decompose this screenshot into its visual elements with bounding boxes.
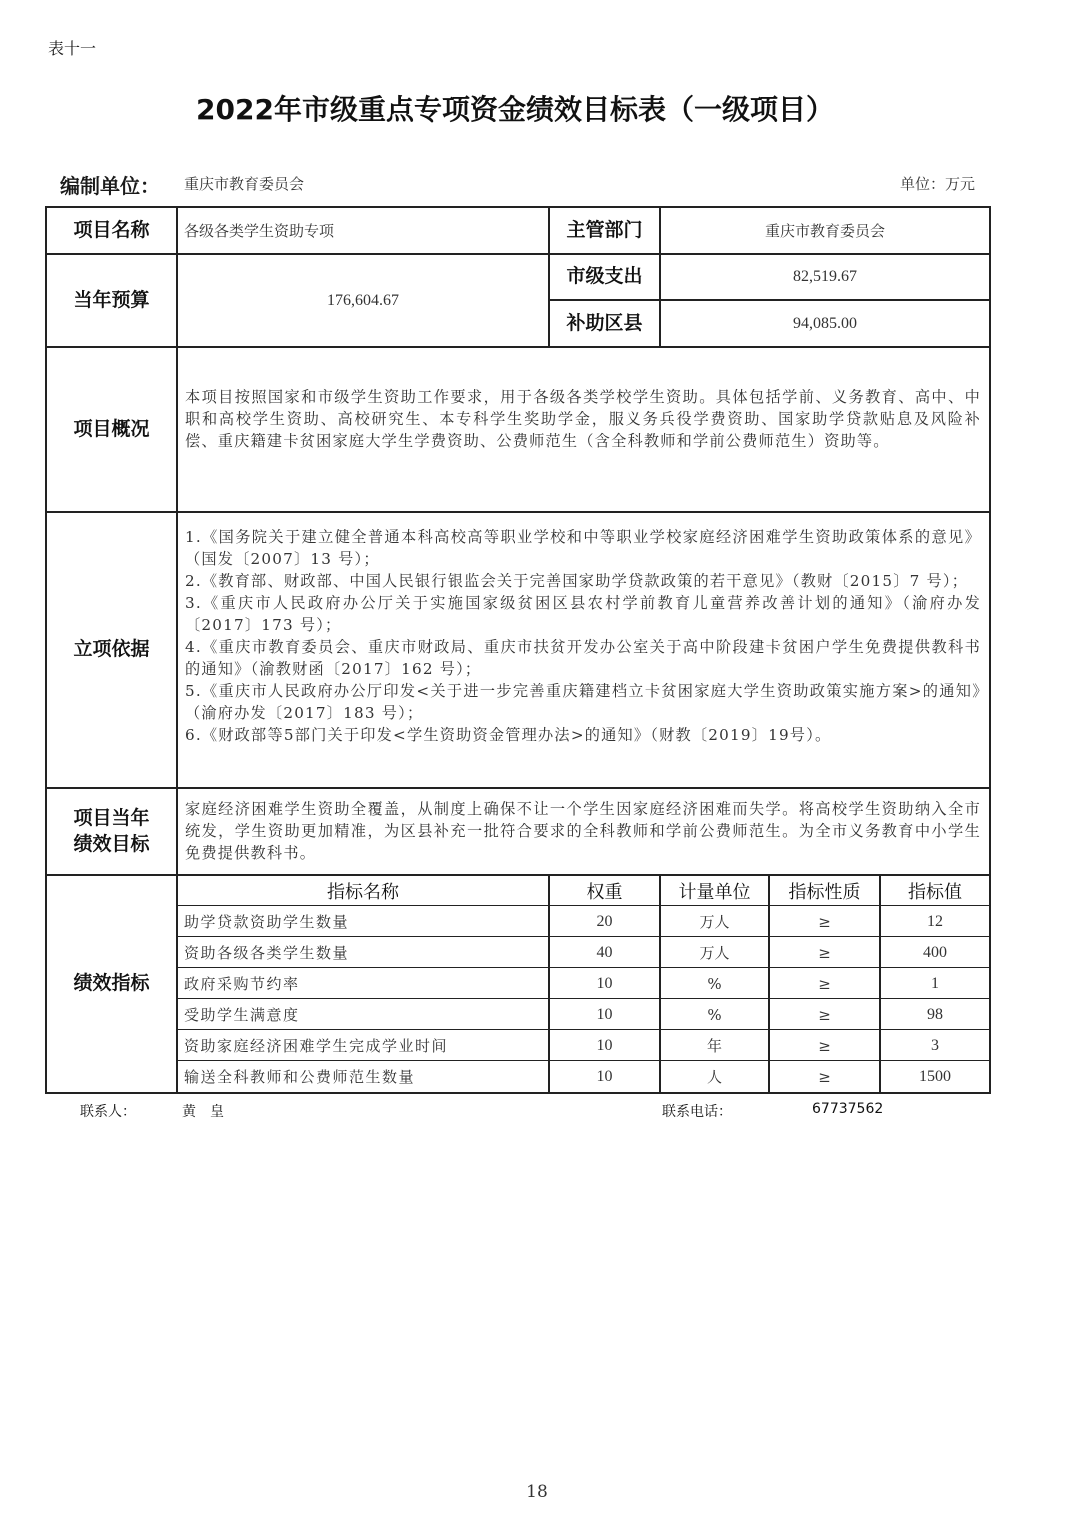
- metric-name: 受助学生满意度: [184, 1006, 300, 1024]
- basis-item: 5.《重庆市人民政府办公厅印发<关于进一步完善重庆籍建档立卡贫困家庭大学生资助政策实施方案>的通知》（渝府办发〔2017〕183 号）；: [185, 682, 981, 722]
- overview-text: 本项目按照国家和市级学生资助工作要求，用于各级各类学校学生资助。具体包括学前、义务教育、高中、中职和高校学生资助、高校研究生、本专科学生奖助学金，服义务兵役学费资助、国家助学贷款贴息及风险补偿、重庆籍建卡贫困家庭大学生学费资助、公费师范生（含全科教师和学前公费师范生）资助等。: [185, 388, 981, 450]
- row-divider: [177, 1029, 991, 1030]
- metric-name: 输送全科教师和公费师范生数量: [184, 1068, 416, 1086]
- metric-weight: 10: [596, 974, 613, 992]
- metric-nature: ≥: [818, 1067, 831, 1086]
- page-number: 18: [526, 1482, 548, 1502]
- metric-value: 1500: [919, 1067, 951, 1085]
- metric-name: 资助家庭经济困难学生完成学业时间: [184, 1037, 449, 1055]
- metric-unit: 年: [706, 1037, 722, 1055]
- project-name-label: 项目名称: [73, 218, 150, 241]
- city-expenditure-label: 市级支出: [566, 265, 643, 288]
- metric-unit: %: [707, 1005, 722, 1024]
- metric-name: 助学贷款资助学生数量: [184, 913, 350, 931]
- metric-value: 3: [931, 1036, 939, 1054]
- metric-col-unit: 计量单位: [678, 881, 751, 903]
- document-title: 2022年市级重点专项资金绩效目标表（一级项目）: [196, 93, 834, 126]
- overview-label: 项目概况: [73, 417, 150, 440]
- metric-weight: 40: [596, 943, 613, 961]
- row-divider: [177, 905, 991, 906]
- goal-label-line2: 绩效目标: [73, 832, 150, 855]
- metric-unit: %: [707, 974, 722, 993]
- metric-value: 12: [927, 912, 943, 930]
- goal-label-line1: 项目当年: [73, 806, 150, 829]
- basis-item: 4.《重庆市教育委员会、重庆市财政局、重庆市扶贫开发办公室关于高中阶段建卡贫困户学生免费提供教科书的通知》（渝教财函〔2017〕162 号）；: [185, 638, 981, 678]
- basis-item: 1.《国务院关于建立健全普通本科高校高等职业学校和中等职业学校家庭经济困难学生资助政策体系的意见》（国发〔2007〕13 号）；: [185, 528, 981, 568]
- city-expenditure-value: 82,519.67: [793, 268, 857, 285]
- row-divider: [177, 967, 991, 968]
- table-label: 表十一: [48, 39, 97, 58]
- metric-unit: 万人: [699, 913, 730, 931]
- metric-value: 1: [931, 974, 939, 992]
- metric-col-weight: 权重: [586, 881, 623, 903]
- budget-value: 176,604.67: [327, 291, 399, 309]
- prep-unit-value: 重庆市教育委员会: [184, 175, 305, 193]
- phone-label: 联系电话：: [662, 1104, 732, 1120]
- basis-list: [178, 520, 989, 785]
- prep-unit-label: 编制单位：: [60, 174, 160, 198]
- metric-weight: 20: [596, 912, 613, 930]
- basis-item: 3.《重庆市人民政府办公厅关于实施国家级贫困区县农村学前教育儿童营养改善计划的通知》（渝府办发〔2017〕173 号）；: [185, 594, 981, 634]
- metric-col-nature: 指标性质: [788, 881, 861, 903]
- metric-col-value: 指标值: [908, 881, 962, 903]
- contact-name: 黄 皇: [182, 1104, 224, 1120]
- metric-value: 400: [923, 943, 947, 961]
- row-divider: [177, 998, 991, 999]
- metric-value: 98: [927, 1005, 943, 1023]
- basis-item: 6.《财政部等5部门关于印发<学生资助资金管理办法>的通知》（财教〔2019〕19号）。: [185, 726, 832, 744]
- project-name-value: 各级各类学生资助专项: [184, 222, 335, 240]
- district-subsidy-value: 94,085.00: [793, 314, 857, 332]
- row-divider: [177, 1060, 991, 1061]
- metric-col-name: 指标名称: [327, 881, 399, 903]
- metric-nature: ≥: [818, 974, 831, 993]
- dept-label: 主管部门: [566, 218, 643, 241]
- goal-label: [47, 789, 176, 874]
- district-subsidy-label: 补助区县: [566, 311, 643, 334]
- dept-value: 重庆市教育委员会: [764, 222, 885, 240]
- row-divider: [45, 346, 991, 348]
- metric-name: 资助各级各类学生数量: [184, 944, 350, 962]
- metric-unit: 万人: [699, 944, 730, 962]
- metric-nature: ≥: [818, 1005, 831, 1024]
- metric-unit: 人: [706, 1068, 722, 1086]
- budget-label: 当年预算: [73, 288, 150, 311]
- basis-label: 立项依据: [73, 638, 150, 661]
- unit-label: 单位：万元: [900, 175, 976, 193]
- row-divider: [177, 936, 991, 937]
- metric-nature: ≥: [818, 1036, 831, 1055]
- row-divider: [45, 787, 991, 789]
- metric-weight: 10: [596, 1067, 613, 1085]
- metric-nature: ≥: [818, 912, 831, 931]
- metric-weight: 10: [596, 1036, 613, 1054]
- metric-weight: 10: [596, 1005, 613, 1023]
- phone-value: 67737562: [812, 1101, 884, 1117]
- row-divider: [45, 511, 991, 513]
- metric-name: 政府采购节约率: [184, 975, 300, 993]
- basis-item: 2.《教育部、财政部、中国人民银行银监会关于完善国家助学贷款政策的若干意见》（教财〔2015〕7 号）；: [185, 572, 969, 590]
- goal-text: 家庭经济困难学生资助全覆盖，从制度上确保不让一个学生因家庭经济困难而失学。将高校学生资助纳入全市统发，学生资助更加精准，为区县补充一批符合要求的全科教师和学前公费师范生。为全市义务教育中小学生免费提供教科书。: [185, 800, 981, 862]
- metric-nature: ≥: [818, 943, 831, 962]
- metrics-label: 绩效指标: [73, 972, 150, 995]
- contact-label: 联系人：: [80, 1104, 136, 1120]
